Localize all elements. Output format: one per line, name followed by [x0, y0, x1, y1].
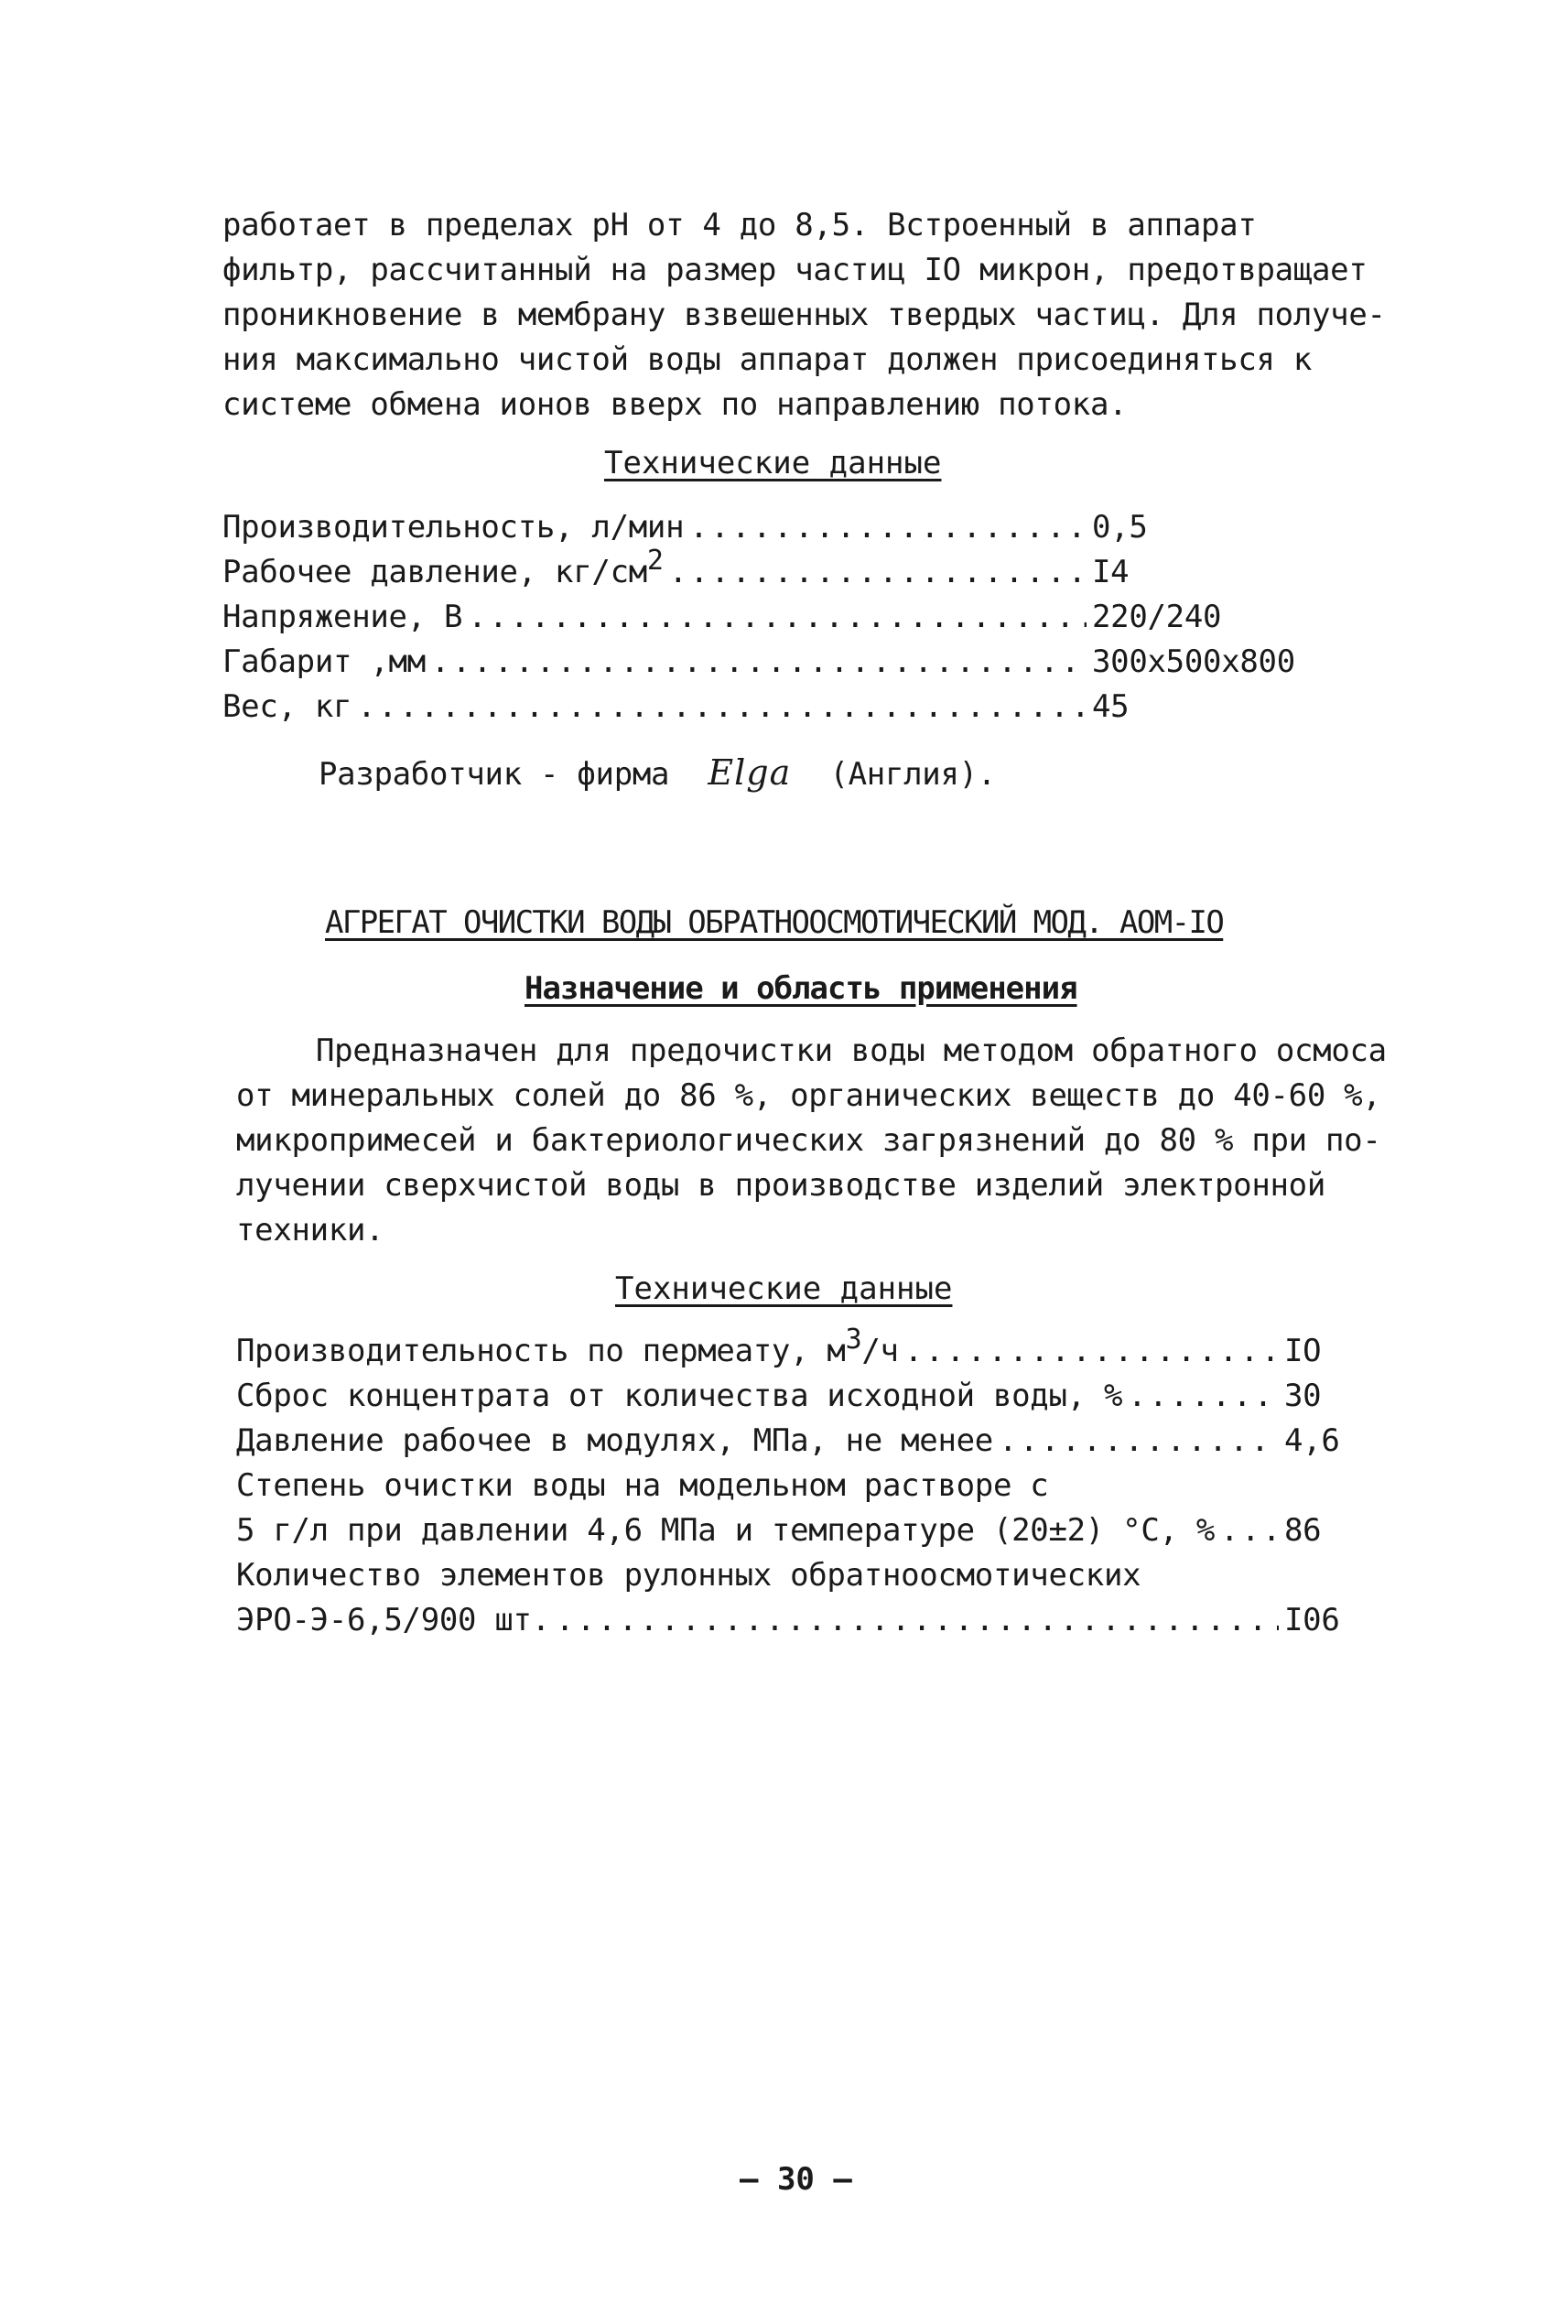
spec-value: 45: [1092, 688, 1130, 725]
dot-leader: [1220, 1508, 1279, 1553]
spec-value: 220/240: [1092, 599, 1222, 635]
purpose-line: техники.: [236, 1212, 384, 1248]
spec-label: Вес, кг: [222, 688, 352, 725]
tech-data-heading-2: Технические данные: [615, 1270, 953, 1307]
tech-data-heading-1: Технические данные: [604, 445, 942, 481]
spec-label: Количество элементов рулонных обратноосмотических: [236, 1557, 1141, 1594]
spec-label: Давление рабочее в модулях, МПа, не менее: [236, 1422, 993, 1459]
dot-leader: [1128, 1374, 1279, 1419]
spec-label: Сброс концентрата от количества исходной воды, %: [236, 1378, 1123, 1414]
spec-value: 86: [1284, 1512, 1322, 1549]
spec-value: IO: [1284, 1333, 1322, 1369]
spec-row: [236, 1324, 1348, 1374]
developer-prefix: Разработчик - фирма: [319, 756, 670, 793]
dot-leader: [431, 640, 1087, 685]
developer-line: [319, 751, 1142, 797]
spec-row: [236, 1374, 1348, 1419]
page-number: — 30 —: [740, 2161, 852, 2198]
spec-label: Габарит ,мм: [222, 643, 426, 680]
purpose-paragraph: [236, 1029, 1408, 1253]
spec-row: [222, 505, 1312, 550]
spec-label: Рабочее давление, кг/см2: [222, 545, 664, 590]
intro-line: ния максимально чистой воды аппарат должен присоединяться к: [222, 341, 1313, 378]
spec-row: [222, 595, 1312, 640]
spec-row: [236, 1419, 1348, 1464]
spec-row: [222, 685, 1312, 730]
purpose-line: от минеральных солей до 86 %, органических веществ до 40-60 %,: [236, 1077, 1381, 1114]
superscript: 2: [646, 545, 664, 577]
spec-value: 0,5: [1092, 509, 1148, 546]
developer-name: Elga: [708, 752, 792, 793]
spec-label: Производительность по пермеату, м3/ч: [236, 1324, 899, 1369]
purpose-line: лучении сверхчистой воды в производстве изделий электронной: [236, 1167, 1326, 1204]
dot-leader: [468, 595, 1087, 640]
intro-line: работает в пределах pH от 4 до 8,5. Встроенный в аппарат: [222, 207, 1257, 243]
spec-row: [222, 640, 1312, 685]
spec-label: Напряжение, В: [222, 599, 463, 635]
intro-line: системе обмена ионов вверх по направлению потока.: [222, 386, 1128, 423]
spec-row: [236, 1464, 1348, 1508]
dot-leader: [689, 505, 1087, 550]
spec-value: 300x500x800: [1092, 643, 1295, 680]
spec-label: Степень очистки воды на модельном растворе с: [236, 1467, 1049, 1504]
spec-row: [236, 1508, 1348, 1553]
intro-line: фильтр, рассчитанный на размер частиц IO микрон, предотвращает: [222, 252, 1368, 288]
dot-leader: [904, 1329, 1279, 1374]
dot-leader: [357, 685, 1087, 730]
dot-leader: [556, 1598, 1279, 1643]
dot-leader: [669, 550, 1087, 595]
dot-leader: [999, 1419, 1279, 1464]
spec-value: 4,6: [1284, 1422, 1340, 1459]
tech-specs-1: [222, 505, 1312, 730]
spec-value: I4: [1092, 554, 1130, 590]
spec-row: [236, 1553, 1348, 1598]
intro-paragraph: [222, 203, 1394, 427]
tech-specs-2: [236, 1324, 1348, 1643]
purpose-line: микропримесей и бактериологических загрязнений до 80 % при по-: [236, 1122, 1381, 1159]
spec-label: 5 г/л при давлении 4,6 МПа и температуре (20±2) °С, %: [236, 1512, 1215, 1549]
spec-row: [222, 545, 1312, 595]
spec-value: 30: [1284, 1378, 1322, 1414]
spec-value: I06: [1284, 1602, 1340, 1638]
section-title: АГРЕГАТ ОЧИСТКИ ВОДЫ ОБРАТНООСМОТИЧЕСКИЙ МОД. АОМ-IO: [325, 904, 1224, 941]
purpose-line: Предназначен для предочистки воды методом обратного осмоса: [316, 1032, 1387, 1069]
superscript: 3: [845, 1324, 862, 1356]
developer-suffix: (Англия).: [829, 756, 996, 793]
spec-label: Производительность, л/мин: [222, 509, 685, 546]
intro-line: проникновение в мембрану взвешенных твердых частиц. Для получе-: [222, 297, 1386, 333]
spec-row: [236, 1598, 1348, 1643]
spec-label: ЭРО-Э-6,5/900 шт.: [236, 1602, 550, 1638]
purpose-heading: Назначение и область применения: [524, 970, 1077, 1007]
